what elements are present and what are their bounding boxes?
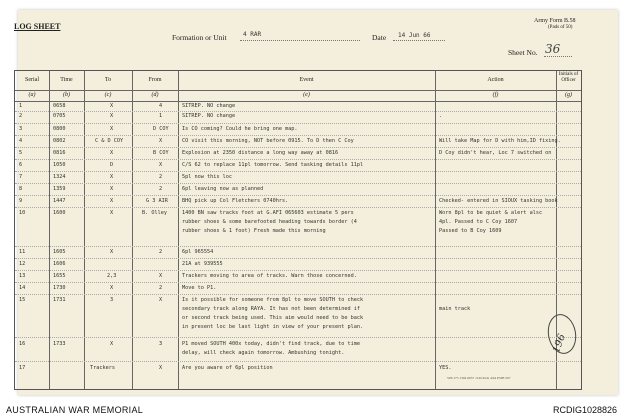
header-event: Event [299,77,314,83]
row-serial: 15 [19,297,26,303]
log-table [14,70,582,390]
row-from: 4 [159,103,163,109]
row-from: X [159,138,163,144]
row-time: 1731 [53,297,66,303]
row-to: X [110,285,114,291]
row-serial: 1 [19,103,23,109]
row-serial: 16 [19,341,26,347]
row-divider [15,282,581,283]
row-event: secondary track along RAYA. It has not been determined if [182,306,361,312]
row-action: Passed to B Coy 1609 [439,228,502,234]
row-time: 0658 [53,103,66,109]
sheet-number-value: 36 [545,42,561,56]
row-serial: 13 [19,273,26,279]
row-serial: 9 [19,198,23,204]
subheader-action: (f) [492,92,499,98]
row-from: 2 [159,174,163,180]
row-time: 0802 [53,138,66,144]
row-action: Will take Map for D with him,ID fixing. [439,138,561,144]
stamp-number: 196 [551,332,568,355]
row-event: C/S 62 to replace 11pl tomorrow. Send tasking details 11pl [182,162,364,168]
sheet-number-underline [544,56,572,57]
row-action: 4pl. Passed to C Coy 1607 [439,219,518,225]
row-event: SITREP. NO change [182,103,236,109]
row-to: X [110,126,114,132]
header-serial: Serial [25,77,39,83]
row-from: X [159,162,163,168]
column-divider [435,71,436,389]
row-from: B COY [153,150,169,156]
row-time: 1606 [53,261,66,267]
row-to: D [110,162,114,168]
sheet-number-label: Sheet No. [508,48,538,57]
row-event: 6pl 965554 [182,249,214,255]
row-time: 1730 [53,285,66,291]
column-divider [84,71,85,389]
row-divider [15,111,581,112]
log-sheet-title: LOG SHEET [14,22,61,31]
row-time: 0705 [53,113,66,119]
row-action: Checked- entered in SIOUX tasking book [439,198,558,204]
header-initials: Initials of Officer [558,72,579,83]
row-to: X [110,113,114,119]
printer-note: 503/175 1304 6657 11M Pads 4/64 PSIB 597 [447,376,511,380]
row-from: 2 [159,285,163,291]
row-to: X [110,174,114,180]
formation-underline [240,40,360,41]
archive-reference: RCDIG1028826 [553,405,618,415]
row-serial: 17 [19,365,26,371]
row-serial: 6 [19,162,23,168]
row-divider [15,135,581,136]
subheader-initials: (g) [565,92,572,98]
army-form-label: Army Form B.58 [534,18,576,24]
row-divider [15,258,581,259]
subheader-time: (b) [63,92,70,98]
row-time: 1655 [53,273,66,279]
row-divider [15,123,581,124]
row-serial: 10 [19,210,26,216]
row-event: rubber shoes & some barefooted heading towards border (4 [182,219,357,225]
row-from: 1 [159,113,163,119]
row-event: 21A at 939555 [182,261,223,267]
formation-value: 4 RAR [243,31,262,38]
header-to: To [104,77,112,83]
row-from: 2 [159,186,163,192]
row-divider [15,159,581,160]
row-to: X [110,103,114,109]
row-divider [15,171,581,172]
date-label: Date [372,33,387,42]
row-time: 1359 [53,186,66,192]
row-event: 1400 BN saw tracks foot at G.AFI 065603 estimate 5 pers [182,210,354,216]
row-divider [15,195,581,196]
row-from: X [159,273,163,279]
column-divider [132,71,133,389]
header-from: From [148,77,162,83]
row-serial: 11 [19,249,26,255]
row-serial: 2 [19,113,23,119]
row-time: 0800 [53,126,66,132]
row-time: 1605 [53,249,66,255]
row-event: BHQ pick up Col Fletchers 0740hrs. [182,198,289,204]
row-action: . [439,113,443,119]
row-divider [15,183,581,184]
subheader-event: (e) [303,92,310,98]
row-event: Is it possible for someone from 8pl to move SOUTH to check [182,297,364,303]
row-event: Are you aware of 6pl position [182,365,273,371]
row-from: B. Olley [142,210,167,216]
row-time: 1050 [53,162,66,168]
row-action: main track [439,306,471,312]
row-from: 3 [159,341,163,347]
header-time: Time [60,77,73,83]
row-event: or second track being used. This aim would need to be back [182,315,364,321]
pads-label: (Pads of 50) [548,25,573,30]
formation-label: Formation or Unit [172,33,227,42]
row-from: D COY [153,126,169,132]
row-time: 1447 [53,198,66,204]
row-action: Worn 8pl to be quiet & alert alsc [439,210,543,216]
row-event: SITREP. NO change [182,113,236,119]
row-event: Move to P1. [182,285,217,291]
row-serial: 12 [19,261,26,267]
row-time: 0816 [53,150,66,156]
row-action: D Coy didn't hear, Loc 7 switched on [439,150,552,156]
row-divider [15,294,581,295]
row-from: X [159,297,163,303]
row-to: X [110,186,114,192]
row-to: X [110,341,114,347]
row-divider [15,147,581,148]
row-to: 2,3 [107,273,117,279]
row-to: X [110,249,114,255]
archive-name: AUSTRALIAN WAR MEMORIAL [6,405,144,415]
subheader-from: (d) [151,92,159,98]
row-time: 1324 [53,174,66,180]
row-event: rubber shoes & 1 foot) Fresh made this morning [182,228,326,234]
row-to: X [110,150,114,156]
row-to: C & D COY [95,138,124,144]
row-from: G 3 AIR [146,198,168,204]
row-to: X [110,198,114,204]
row-event: CO visit this morning, NOT before 0915. To D then C Coy [182,138,354,144]
row-event: 6pl leaving now as planned [182,186,264,192]
row-to: 3 [110,297,114,303]
row-action: YES. [439,365,452,371]
subheader-divider [15,101,581,102]
row-to: X [110,210,114,216]
row-divider [15,337,581,338]
row-serial: 14 [19,285,26,291]
row-from: 2 [159,249,163,255]
row-time: 1733 [53,341,66,347]
row-from: X [159,365,163,371]
row-event: Is CO coming? Could he bring one map. [182,126,298,132]
row-event: Trackers moving to area of tracks. Warn those concerned. [182,273,357,279]
row-divider [15,246,581,247]
header-action: Action [487,77,504,83]
row-to: Trackers [90,365,115,371]
row-event: Explosion at 2350 distance a long way away at 0816 [182,150,339,156]
row-time: 1600 [53,210,66,216]
row-event: P1 moved SOUTH 400x today, didn't find track, due to time [182,341,361,347]
row-divider [15,207,581,208]
date-value: 14 Jun 66 [398,32,431,39]
row-serial: 4 [19,138,23,144]
date-underline [393,40,445,41]
row-event: delay, will check again tomorrow. Ambushing tonight. [182,350,345,356]
row-event: in present loc be last light in view of your present plan. [182,324,364,330]
row-divider [15,270,581,271]
subheader-serial: (a) [28,92,36,98]
column-divider [49,71,50,389]
row-serial: 7 [19,174,23,180]
row-serial: 5 [19,150,23,156]
row-divider [15,361,581,362]
column-divider [178,71,179,389]
row-event: 5pl now this loc [182,174,232,180]
row-serial: 8 [19,186,23,192]
subheader-to: (c) [104,92,112,98]
header-divider [15,90,581,91]
row-serial: 3 [19,126,23,132]
